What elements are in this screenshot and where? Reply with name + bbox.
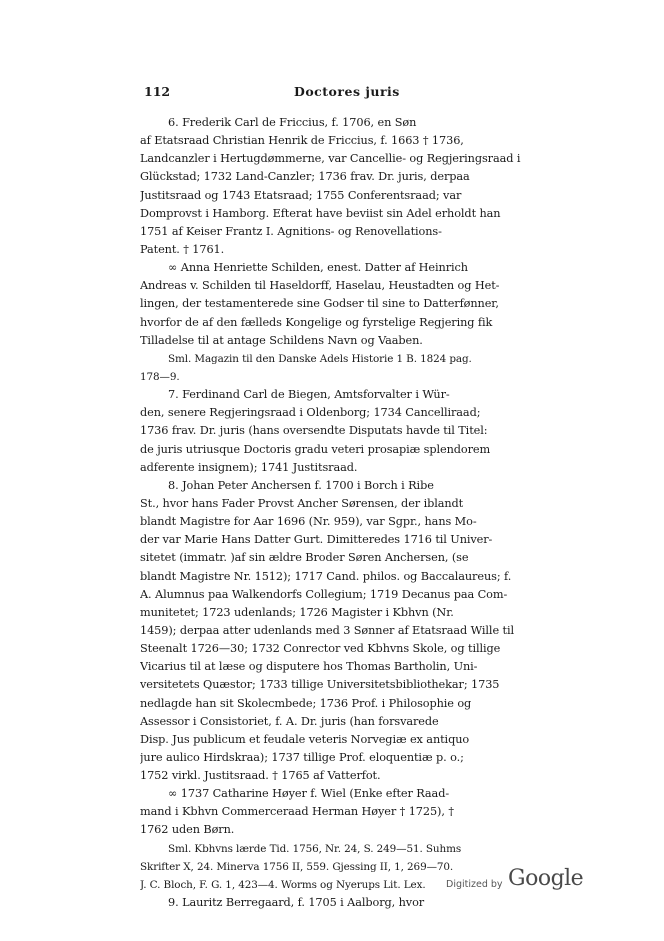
text-line: 9. Lauritz Berregaard, f. 1705 i Aalborg, hvor [168,896,425,910]
text-line: lingen, der testamenterede sine Godser til sine to Datterfønner, [140,297,499,311]
text-line: ∞ 1737 Catharine Høyer f. Wiel (Enke efter Raad- [168,787,450,801]
text-line: Glückstad; 1732 Land-Canzler; 1736 frav. Dr. juris, derpaa [140,170,470,184]
text-line: Tilladelse til at antage Schildens Navn og Vaaben. [140,333,423,347]
text-line: 8. Johan Peter Anchersen f. 1700 i Borch i Ribe [168,478,434,492]
text-line: Domprovst i Hamborg. Efterat have beviist sin Adel erholdt han [140,206,501,220]
text-line: 6. Frederik Carl de Friccius, f. 1706, en Søn [168,116,417,129]
text-line: den, senere Regjeringsraad i Oldenborg; 1734 Cancelliraad; [140,406,481,420]
text-line: 1459); derpaa atter udenlands med 3 Sønner af Etatsraad Wille til [140,623,514,637]
running-title: Doctores juris [294,84,400,99]
text-line: der var Marie Hans Datter Gurt. Dimitteredes 1716 til Univer- [140,533,493,547]
text-line: Andreas v. Schilden til Haseldorff, Haselau, Heustadten og Het- [140,279,500,293]
text-line: munitetet; 1723 udenlands; 1726 Magister i Kbhvn (Nr. [140,605,454,619]
text-line: blandt Magistre Nr. 1512); 1717 Cand. philos. og Baccalaureus; f. [140,569,512,583]
text-line: Sml. Kbhvns lærde Tid. 1756, Nr. 24, S. 249—51. Suhms [168,842,462,855]
digitized-watermark [446,866,596,896]
text-line: J. C. Bloch, F. G. 1, 423—4. Worms og Nyerups Lit. Lex. [140,878,426,891]
text-line: versitetets Quæstor; 1733 tillige Universitetsbibliothekar; 1735 [140,678,500,692]
text-line: jure aulico Hirdskraa); 1737 tillige Prof. eloquentiæ p. o.; [140,750,464,764]
text-line: Assessor i Consistoriet, f. A. Dr. juris (han forsvarede [140,714,439,728]
text-line: Justitsraad og 1743 Etatsraad; 1755 Conferentsraad; var [140,188,462,202]
text-line: 1752 virkl. Justitsraad. † 1765 af Vatterfot. [140,769,381,783]
page-header [144,84,550,102]
page-number: 112 [144,84,171,99]
text-line: adferente insignem); 1741 Justitsraad. [140,460,358,474]
text-line: ∞ Anna Henriette Schilden, enest. Datter af Heinrich [168,261,468,275]
text-line: nedlagde han sit Skolecmbede; 1736 Prof. i Philosophie og [140,696,472,710]
text-line: Patent. † 1761. [140,242,225,256]
text-line: Steenalt 1726—30; 1732 Conrector ved Kbhvns Skole, og tillige [140,642,501,656]
text-line: blandt Magistre for Aar 1696 (Nr. 959), var Sgpr., hans Mo- [140,515,477,529]
text-line: Skrifter X, 24. Minerva 1756 II, 559. Gjessing II, 1, 269—70. [140,860,454,873]
text-line: af Etatsraad Christian Henrik de Friccius, f. 1663 † 1736, [140,134,464,148]
text-line: Vicarius til at læse og disputere hos Thomas Bartholin, Uni- [140,660,478,674]
google-logo: Google [508,866,584,891]
text-line: 7. Ferdinand Carl de Biegen, Amtsforvalter i Wür- [168,388,450,402]
text-line: A. Alumnus paa Walkendorfs Collegium; 1719 Decanus paa Com- [140,587,508,601]
text-line: hvorfor de af den fælleds Kongelige og fyrstelige Regjering fik [140,315,493,329]
text-line: de juris utriusque Doctoris gradu veteri prosapiæ splendorem [140,442,491,456]
text-line: 1736 frav. Dr. juris (hans oversendte Disputats havde til Titel: [140,424,488,438]
text-line: mand i Kbhvn Commerceraad Herman Høyer † 1725), † [140,805,454,819]
watermark-prefix: Digitized by [446,879,503,890]
body-text [140,114,556,912]
text-line: sitetet (immatr. )af sin ældre Broder Søren Anchersen, (se [140,551,469,565]
text-line: Landcanzler i Hertugdømmerne, var Cancellie- og Regjeringsraad i [140,152,521,166]
text-line: St., hvor hans Fader Provst Ancher Sørensen, der iblandt [140,496,464,510]
text-line: 1762 uden Børn. [140,823,235,837]
text-line: Sml. Magazin til den Danske Adels Historie 1 B. 1824 pag. [168,352,472,365]
text-line: Disp. Jus publicum et feudale veteris Norvegiæ ex antiquo [140,732,470,746]
text-line: 1751 af Keiser Frantz I. Agnitions- og Renovellations- [140,224,442,238]
text-line: 178—9. [140,370,180,383]
